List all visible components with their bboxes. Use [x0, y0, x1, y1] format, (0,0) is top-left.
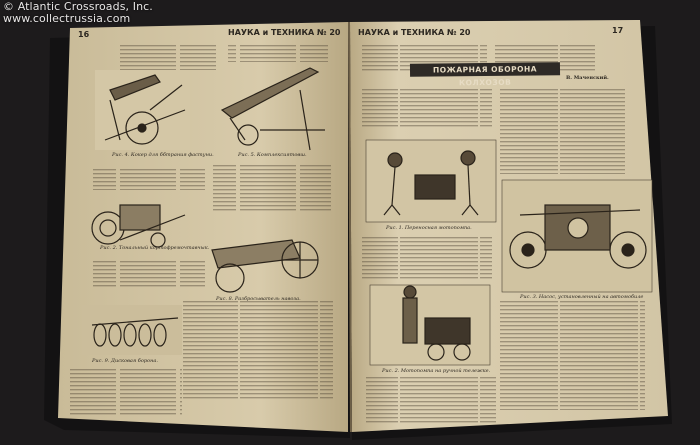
caption-fig-3-right: Рис. 3. Насос, установленный на автомобиле — [520, 294, 644, 300]
right-page-header: НАУКА и ТЕХНИКА № 20 — [358, 28, 471, 37]
figure-hand-cart-pump — [370, 285, 490, 365]
watermark-line-1: © Atlantic Crossroads, Inc. — [3, 0, 153, 13]
watermark-line-2: www.collectrussia.com — [3, 12, 131, 25]
caption-fig-5-left: Рис. 5. Комплексиятовш. — [238, 152, 307, 158]
left-page-header: НАУКА и ТЕХНИКА № 20 — [228, 28, 341, 37]
caption-fig-9-left: Рис. 9. Дисковая борона. — [92, 358, 158, 364]
caption-fig-8-left: Рис. 8. Разбросыватель навоза. — [216, 296, 301, 302]
caption-fig-4-left: Рис. 4. Кокер для ббтрания фастуни. — [112, 152, 214, 158]
figure-disc-harrow — [82, 305, 182, 355]
article-title: ПОЖАРНАЯ ОБОРОНА КОЛХОЗОВ — [410, 62, 560, 77]
article-author: В. Маченский. — [566, 75, 609, 81]
caption-fig-2-right: Рис. 2. Мотопомпа на ручной тележке. — [382, 368, 491, 374]
figure-fire-truck — [502, 180, 652, 292]
left-page-number: 16 — [78, 30, 90, 39]
right-page-number: 17 — [612, 26, 624, 35]
caption-fig-2-left: Рис. 2. Тональный кортофремочтавчык. — [100, 245, 210, 251]
figure-portable-pump — [366, 140, 496, 222]
figure-potato-digger — [95, 70, 190, 150]
caption-fig-1-right: Рис. 1. Переносная мотопомпа. — [386, 225, 472, 231]
